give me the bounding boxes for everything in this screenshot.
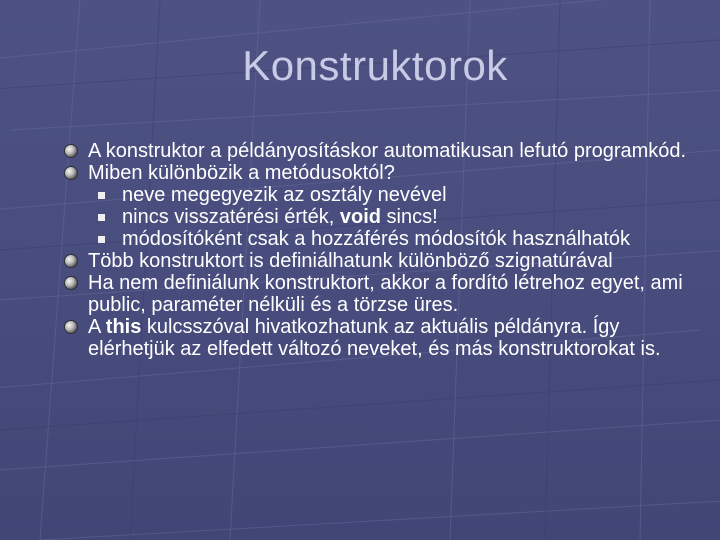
sub-list-item-text: módosítóként csak a hozzáférés módosítók használhatók	[122, 228, 631, 250]
square-bullet-icon	[98, 236, 105, 243]
bullet-icon	[65, 145, 77, 157]
list-item	[88, 140, 698, 162]
square-bullet-icon	[98, 192, 105, 199]
sub-list-item-text: neve megegyezik az osztály nevével	[122, 184, 447, 206]
slide-title: Konstruktorok	[242, 42, 508, 89]
keyword-void: void	[339, 206, 381, 228]
list-item-text: Ha nem definiálunk konstruktort, akkor a fordító létrehoz egyet, ami public, paraméter nélküli és a törzse üres.	[88, 272, 683, 316]
square-bullet-icon	[98, 214, 105, 221]
bullet-icon	[65, 167, 77, 179]
bullet-icon	[65, 277, 77, 289]
bullet-icon	[65, 321, 77, 333]
sub-list-item	[88, 228, 698, 250]
bullet-icon	[65, 255, 77, 267]
list-item	[88, 162, 698, 184]
bullet-list	[88, 140, 698, 360]
sub-list-item	[88, 206, 698, 228]
list-item-text: A konstruktor a példányosításkor automatikusan lefutó programkód.	[88, 140, 687, 162]
sub-list-item-text: nincs visszatérési érték, void sincs!	[122, 206, 438, 228]
list-item	[88, 272, 698, 316]
keyword-this: this	[105, 316, 142, 338]
list-item-text: Több konstruktort is definiálhatunk különböző szignatúrával	[88, 250, 613, 272]
list-item	[88, 250, 698, 272]
sub-list-item	[88, 184, 698, 206]
list-item-text: Miben különbözik a metódusoktól?	[88, 162, 395, 184]
list-item	[88, 316, 698, 360]
list-item-text: A this kulcsszóval hivatkozhatunk az aktuális példányra. Így elérhetjük az elfedett változó neveket, és más konstruktorokat is.	[88, 316, 661, 360]
